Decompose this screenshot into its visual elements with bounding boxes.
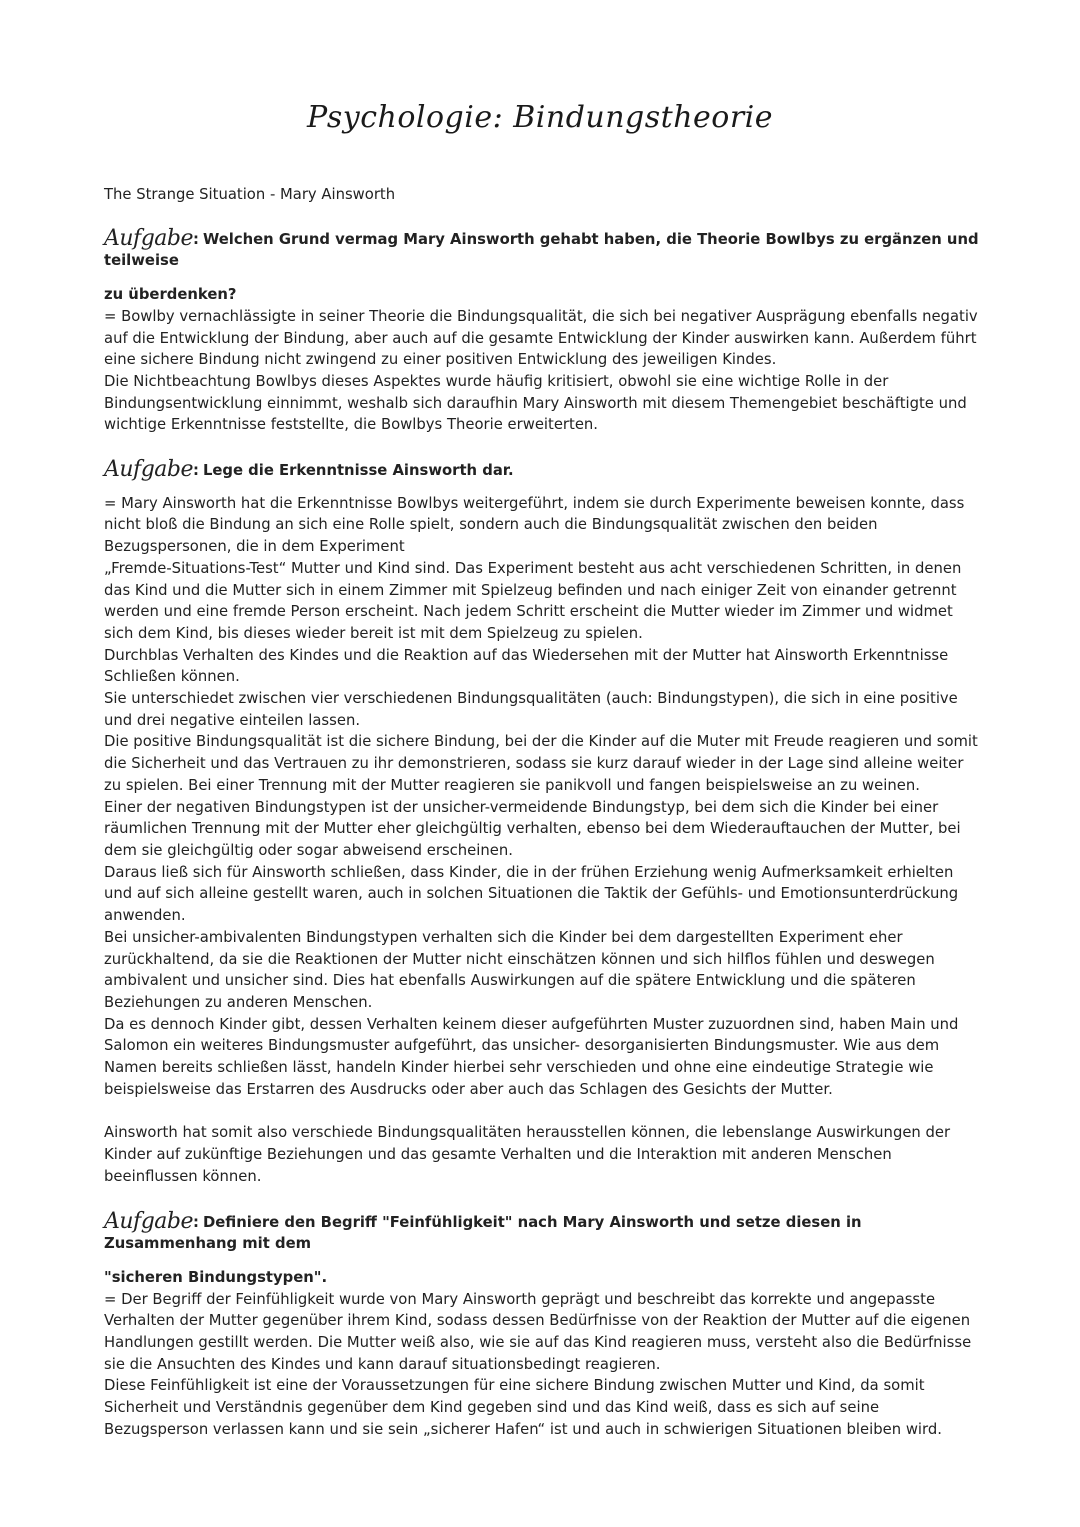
answer-paragraph: Diese Feinfühligkeit ist eine der Voraussetzungen für eine sichere Bindung zwischen Mutter und Kind, da somit Sicherheit und Verständnis gegenüber dem Kind gegeben sind und das Kind weiß, dass es sich auf seine Bezugsperson verlassen kann und sie sein „sicherer Hafen“ ist und auch in schwierigen Situationen bleiben wird. [104,1377,942,1438]
task-question-continued: zu überdenken? [104,286,237,304]
answer-paragraph: Bei unsicher-ambivalenten Bindungstypen verhalten sich die Kinder bei dem dargestellten Experiment eher zurückhaltend, da sie die Reaktionen der Mutter nicht einschätzen können und sich hilflos fühlen und deswegen ambivalent und unsicher sind. Dies hat ebenfalls Auswirkungen auf die spätere Entwicklung und die späteren Beziehungen zu anderen Menschen. [104,928,935,1011]
answer-paragraph: Durchblas Verhalten des Kindes und die Reaktion auf das Wiedersehen mit der Mutter hat Ainsworth Erkenntnisse Schließen können. [104,646,949,686]
answer-paragraph: = Der Begriff der Feinfühligkeit wurde von Mary Ainsworth geprägt und beschreibt das korrekte und angepasste Verhalten der Mutter gegenüber ihrem Kind, sodass dessen Bedürfnisse von der Reaktion der Mutter auf die eigenen Handlungen gestillt werden. Die Mutter weiß also, wie sie auf das Kind reagieren muss, versteht also die Bedürfnisse sie die Ansuchten des Kindes und kann darauf situationsbedingt reagieren. [104,1290,972,1373]
task-label: Aufgabe [104,1208,194,1234]
answer-paragraph: Daraus ließ sich für Ainsworth schließen, dass Kinder, die in der frühen Erziehung wenig Aufmerksamkeit erhielten und auf sich alleine gestellt waren, auch in solchen Situationen die Taktik der Gefühls- und Emotionsunterdrückung anwenden. [104,863,959,925]
task-colon: : [193,1213,199,1231]
task-label: Aufgabe [104,457,194,483]
task-question: Lege die Erkenntnisse Ainsworth dar. [202,462,514,480]
task-section-1 [104,225,984,436]
answer-paragraph: Sie unterschiedet zwischen vier verschiedenen Bindungsqualitäten (auch: Bindungstypen), die sich in eine positive und drei negative einteilen lassen. [104,690,958,729]
page-title: Psychologie: Bindungstheorie [306,100,774,135]
answer-paragraph: Die positive Bindungsqualität ist die sichere Bindung, bei der die Kinder auf die Muter mit Freude reagieren und somit die Sicherheit und das Vertrauen zu ihr demonstrieren, sodass sie kurz darauf wieder in der Lage sind alleine weiter zu spielen. Bei einer Trennung mit der Mutter reagieren sie panikvoll und fangen beispielsweise an zu weinen. [104,733,978,794]
answer-paragraph: Einer der negativen Bindungstypen ist der unsicher-vermeidende Bindungstyp, bei dem sich die Kinder bei einer räumlichen Trennung mit der Mutter eher gleichgültig verhalten, ebenso bei dem Wiederauftauchen der Mutter, bei dem sie gleichgültig oder sogar abweisend erscheinen. [104,798,961,859]
document-subtitle: The Strange Situation - Mary Ainsworth [104,186,396,203]
closing-paragraph: Ainsworth hat somit also verschiede Bindungsqualitäten herausstellen können, die lebenslange Auswirkungen der Kinder auf zukünftige Beziehungen und das gesamte Verhalten und die Interaktion mit anderen Menschen beeinflussen können. [104,1124,951,1185]
answer-paragraph: = Bowlby vernachlässigte in seiner Theorie die Bindungsqualität, die sich bei negativer Ausprägung ebenfalls negativ auf die Entwicklung der Bindung, aber auch auf die gesamte Entwicklung der Kinder auswirken kann. Außerdem führt eine sichere Bindung nicht zwingend zu einer positiven Entwicklung des jeweiligen Kindes. [104,307,978,369]
task-heading [104,225,984,272]
document-body [104,184,984,1441]
task-heading [104,459,984,482]
task-question-continued: "sicheren Bindungstypen". [104,1268,328,1286]
answer-paragraph: „Fremde-Situations-Test“ Mutter und Kind sind. Das Experiment besteht aus acht verschiedenen Schritten, in denen das Kind und die Mutter sich in einem Zimmer mit Spielzeug befinden und nach einiger Zeit von einander getrennt werden und eine fremde Person erscheint. Nach jedem Schritt erscheint die Mutter wieder im Zimmer und widmet sich dem Kind, bis dieses wieder bereit ist mit dem Spielzeug zu spielen. [104,559,962,642]
paragraph-gap [104,1100,984,1122]
task-section-3 [104,1208,984,1441]
task-question: Definiere den Begriff "Feinfühligkeit" nach Mary Ainsworth und setze diesen in Zusammenhang mit dem [104,1213,862,1253]
answer-paragraph: Die Nichtbeachtung Bowlbys dieses Aspektes wurde häufig kritisiert, obwohl sie eine wichtige Rolle in der Bindungsentwicklung einnimmt, weshalb sich daraufhin Mary Ainsworth mit diesem Themengebiet beschäftigte und wichtige Erkenntnisse feststellte, die Bowlbys Theorie erweiterten. [104,372,967,434]
task-colon: : [193,230,199,248]
task-label: Aufgabe [104,225,194,251]
task-heading [104,1208,984,1255]
task-colon: : [193,462,199,480]
answer-paragraph: = Mary Ainsworth hat die Erkenntnisse Bowlbys weitergeführt, indem sie durch Experimente beweisen konnte, dass nicht bloß die Bindung an sich eine Rolle spielt, sondern auch die Bindungsqualität zwischen den beiden Bezugspersonen, die in dem Experiment [104,494,965,556]
task-section-2 [104,459,984,1188]
task-question: Welchen Grund vermag Mary Ainsworth gehabt haben, die Theorie Bowlbys zu ergänzen und teilweise [104,230,979,270]
answer-paragraph: Da es dennoch Kinder gibt, dessen Verhalten keinem dieser aufgeführten Muster zuzuordnen sind, haben Main und Salomon ein weiteres Bindungsmuster aufgeführt, das unsicher- desorganisierten Bindungsmuster. Wie aus dem Namen bereits schließen lässt, handeln Kinder hierbei sehr verschieden und ohne eine eindeutige Strategie wie beispielsweise das Erstarren des Ausdrucks oder aber auch das Schlagen des Gesichts der Mutter. [104,1015,959,1098]
